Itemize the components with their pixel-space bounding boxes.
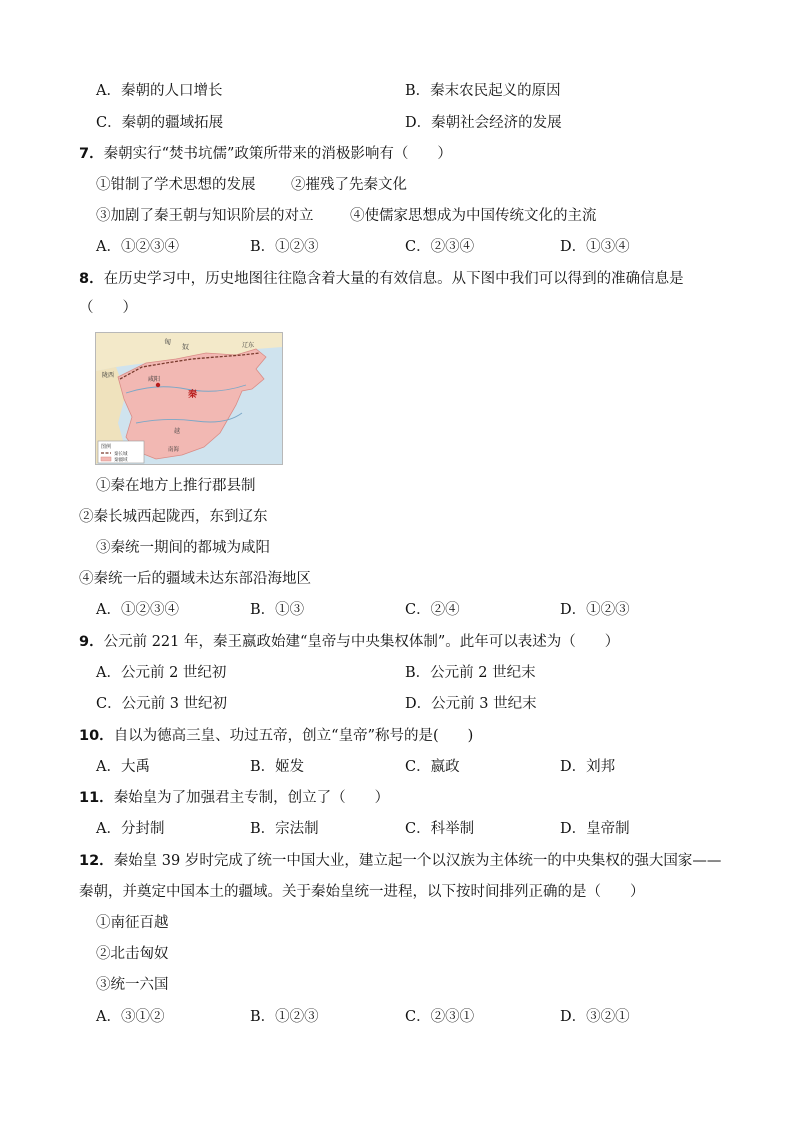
q12-option-c: C．②③① (405, 1009, 475, 1025)
q9-option-c: C．公元前 3 世纪初 (96, 696, 228, 712)
map-label-longxi: 陇西 (102, 372, 115, 379)
q11-option-d: D．皇帝制 (560, 821, 630, 837)
map-label-nanhai: 南海 (168, 447, 180, 453)
q8-statement-4: ④秦统一后的疆域未达东部沿海地区 (79, 571, 311, 587)
question-stem: 在历史学习中，历史地图往往隐含着大量的有效信息。从下图中我们可以得到的准确信息是 (103, 271, 684, 287)
q8-option-c: C．②④ (405, 602, 460, 618)
q8-answer-paren: （ ） (79, 300, 137, 316)
question-number: 9． (79, 634, 104, 650)
qin-territory-map (95, 332, 283, 465)
q6-option-c: C．秦朝的疆域拓展 (96, 115, 224, 131)
q7-option-a: A．①②③④ (96, 239, 179, 255)
question-7 (79, 144, 452, 164)
question-8 (79, 269, 684, 289)
q8-statement-2: ②秦长城西起陇西，东到辽东 (79, 509, 268, 525)
q8-statement-3: ③秦统一期间的都城为咸阳 (96, 540, 270, 556)
question-11 (79, 788, 389, 808)
question-number: 8． (79, 271, 104, 287)
question-stem: 自以为德高三皇、功过五帝，创立“皇帝”称号的是( ) (113, 728, 474, 744)
legend-territory: 秦疆域 (114, 458, 128, 463)
map-label-nu: 奴 (182, 343, 189, 351)
map-label-xianyang: 咸阳 (148, 376, 161, 383)
q6-option-d: D．秦朝社会经济的发展 (405, 115, 562, 131)
question-10 (79, 726, 473, 746)
q11-option-a: A．分封制 (96, 821, 165, 837)
q12-statement-3: ③统一六国 (96, 977, 169, 993)
q6-option-a: A．秦朝的人口增长 (96, 83, 223, 99)
map-graphic (96, 333, 282, 464)
q8-option-b: B．①③ (250, 602, 305, 618)
q7-option-c: C．②③④ (405, 239, 475, 255)
q12-statement-1: ①南征百越 (96, 915, 169, 931)
q8-statement-1: ①秦在地方上推行郡县制 (96, 478, 256, 494)
q10-option-a: A．大禹 (96, 759, 150, 775)
q8-option-d: D．①②③ (560, 602, 630, 618)
q7-option-d: D．①③④ (560, 239, 630, 255)
question-number: 11． (79, 790, 114, 806)
q8-option-a: A．①②③④ (96, 602, 179, 618)
q9-option-d: D．公元前 3 世纪末 (405, 696, 537, 712)
q9-option-b: B．公元前 2 世纪末 (405, 665, 536, 681)
q10-option-b: B．姬发 (250, 759, 305, 775)
q12-option-a: A．③①② (96, 1009, 165, 1025)
q12-statement-2: ②北击匈奴 (96, 946, 169, 962)
question-stem: 秦朝实行“焚书坑儒”政策所带来的消极影响有（ ） (103, 146, 452, 162)
map-label-xiongnu: 匈 (164, 338, 171, 346)
q7-statement-4: ④使儒家思想成为中国传统文化的主流 (350, 208, 597, 224)
q6-option-b: B．秦末农民起义的原因 (405, 83, 561, 99)
q7-statement-3: ③加剧了秦王朝与知识阶层的对立 (96, 208, 314, 224)
map-label-yue: 越 (174, 428, 181, 435)
q11-option-c: C．科举制 (405, 821, 475, 837)
q10-option-d: D．刘邦 (560, 759, 616, 775)
question-stem-line-2: 秦朝，并奠定中国本土的疆域。关于秦始皇统一进程，以下按时间排列正确的是（ ） (79, 884, 645, 900)
map-label-liaodong: 辽东 (242, 342, 255, 349)
question-number: 12． (79, 853, 114, 869)
q7-option-b: B．①②③ (250, 239, 319, 255)
q12-option-d: D．③②① (560, 1009, 630, 1025)
q7-statement-1: ①钳制了学术思想的发展 (96, 177, 256, 193)
question-9 (79, 632, 619, 652)
question-number: 7． (79, 146, 104, 162)
q12-option-b: B．①②③ (250, 1009, 319, 1025)
question-stem: 秦始皇为了加强君主专制，创立了（ ） (113, 790, 390, 806)
question-12 (79, 851, 721, 871)
q10-option-c: C．嬴政 (405, 759, 460, 775)
q9-option-a: A．公元前 2 世纪初 (96, 665, 227, 681)
legend-wall: 秦长城 (114, 452, 128, 457)
question-stem: 公元前 221 年，秦王嬴政始建“皇帝与中央集权体制”。此年可以表述为（ ） (103, 634, 620, 650)
q7-statement-2: ②摧残了先秦文化 (291, 177, 407, 193)
question-number: 10． (79, 728, 114, 744)
map-label-qin: 秦 (188, 390, 198, 400)
legend-title: 图例 (101, 444, 112, 450)
question-stem-line-1: 秦始皇 39 岁时完成了统一中国大业，建立起一个以汉族为主体统一的中央集权的强大国家—— (113, 853, 722, 869)
q11-option-b: B．宗法制 (250, 821, 319, 837)
